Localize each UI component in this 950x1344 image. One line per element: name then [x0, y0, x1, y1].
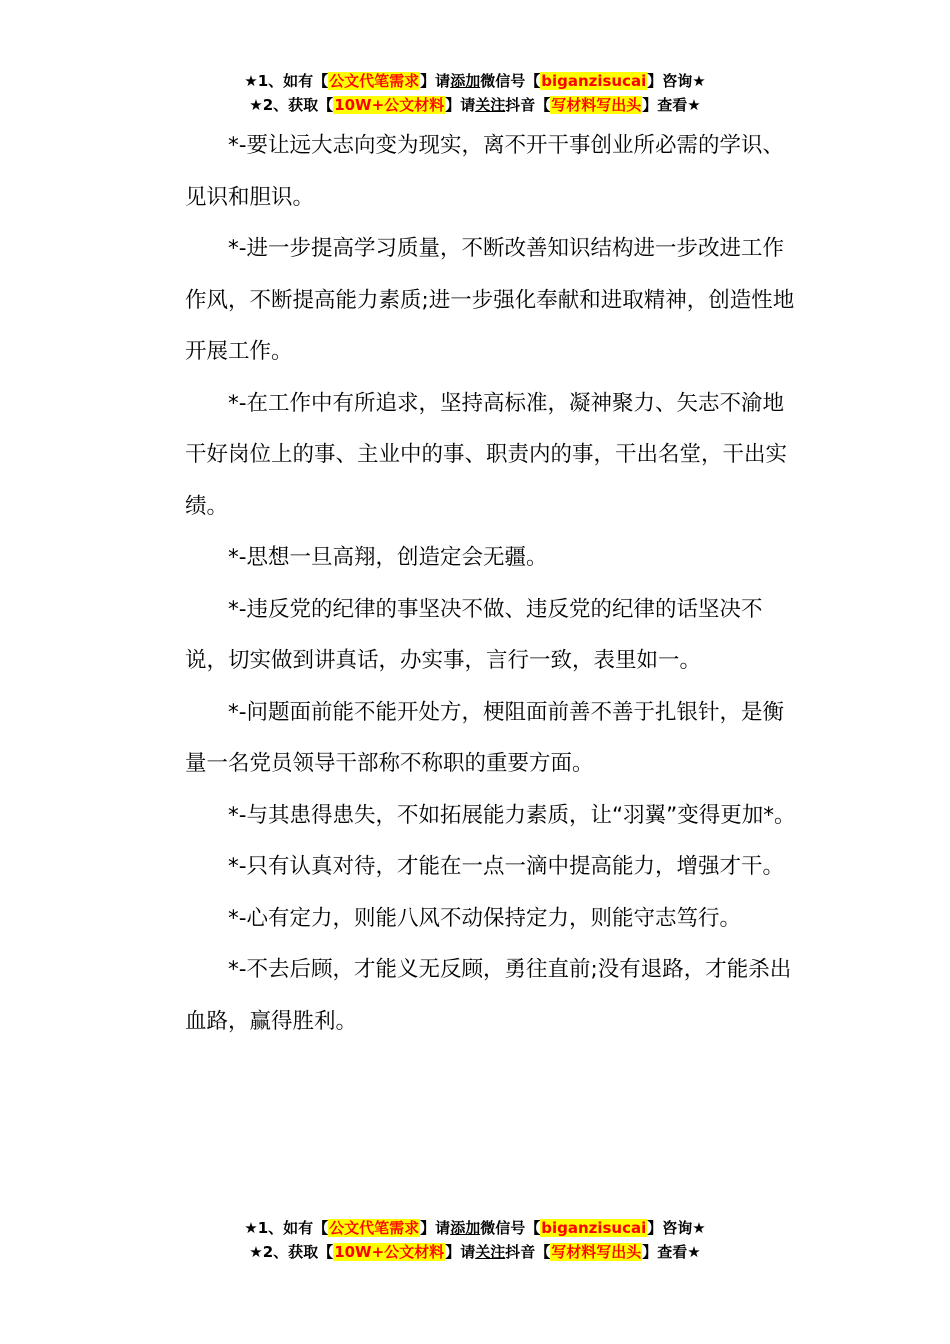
banner-emphasis: 关注	[475, 96, 506, 114]
paragraph: *-与其患得患失，不如拓展能力素质，让“羽翼”变得更加*。	[228, 802, 796, 828]
banner-text: ★1、如有【	[244, 72, 329, 90]
highlight-service: 公文代笔需求	[329, 72, 420, 90]
paragraph: *-问题面前能不能开处方，梗阻面前善不善于扎银针，是衡量一名党员领导干部称不称职的重要方面。	[185, 699, 785, 776]
banner-text: 】请	[420, 1219, 451, 1237]
paragraph: *-要让远大志向变为现实，离不开干事创业所必需的学识、见识和胆识。	[185, 133, 785, 210]
highlight-douyin: 写材料写出头	[551, 1243, 642, 1261]
banner-text: 】查看★	[642, 96, 701, 114]
banner-text: 】咨询★	[647, 1219, 706, 1237]
paragraph: *-不去后顾，才能义无反顾，勇往直前;没有退路，才能杀出血路，赢得胜利。	[185, 957, 792, 1034]
banner-text: 】查看★	[642, 1243, 701, 1261]
highlight-douyin: 写材料写出头	[551, 96, 642, 114]
banner-text: 】请	[420, 72, 451, 90]
paragraph: *-违反党的纪律的事坚决不做、违反党的纪律的话坚决不说，切实做到讲真话，办实事，言行一致，表里如一。	[185, 596, 763, 673]
banner-line-1	[0, 1216, 950, 1240]
banner-text: 微信号【	[480, 1219, 541, 1237]
highlight-service: 公文代笔需求	[329, 1219, 420, 1237]
highlight-materials: 10W+公文材料	[334, 1243, 445, 1261]
banner-line-2	[0, 1240, 950, 1264]
banner-text: 】请	[445, 96, 476, 114]
banner-emphasis: 添加	[450, 72, 481, 90]
banner-text: ★2、获取【	[249, 1243, 334, 1261]
banner-text: ★1、如有【	[244, 1219, 329, 1237]
banner-text: 抖音【	[505, 1243, 551, 1261]
highlight-wechat-id: biganzisucai	[541, 72, 647, 90]
banner-text: 微信号【	[480, 72, 541, 90]
banner-text: 】咨询★	[647, 72, 706, 90]
highlight-wechat-id: biganzisucai	[541, 1219, 647, 1237]
banner-emphasis: 添加	[450, 1219, 481, 1237]
banner-text: 抖音【	[505, 96, 551, 114]
paragraph: *-进一步提高学习质量，不断改善知识结构进一步改进工作作风，不断提高能力素质;进一步强化奉献和进取精神，创造性地开展工作。	[185, 236, 795, 364]
footer-banner	[0, 1216, 950, 1264]
banner-emphasis: 关注	[475, 1243, 506, 1261]
highlight-materials: 10W+公文材料	[334, 96, 445, 114]
paragraph: *-心有定力，则能八风不动保持定力，则能守志笃行。	[228, 905, 742, 931]
paragraph: *-只有认真对待，才能在一点一滴中提高能力，增强才干。	[228, 854, 785, 879]
banner-text: ★2、获取【	[249, 96, 334, 114]
document-body	[185, 120, 800, 1047]
banner-line-1	[0, 69, 950, 93]
paragraph: *-思想一旦高翔，创造定会无疆。	[228, 545, 548, 570]
header-banner	[0, 69, 950, 117]
banner-line-2	[0, 93, 950, 117]
banner-text: 】请	[445, 1243, 476, 1261]
paragraph: *-在工作中有所追求，坚持高标准，凝神聚力、矢志不渝地干好岗位上的事、主业中的事、职责内的事，干出名堂，干出实绩。	[185, 390, 788, 519]
